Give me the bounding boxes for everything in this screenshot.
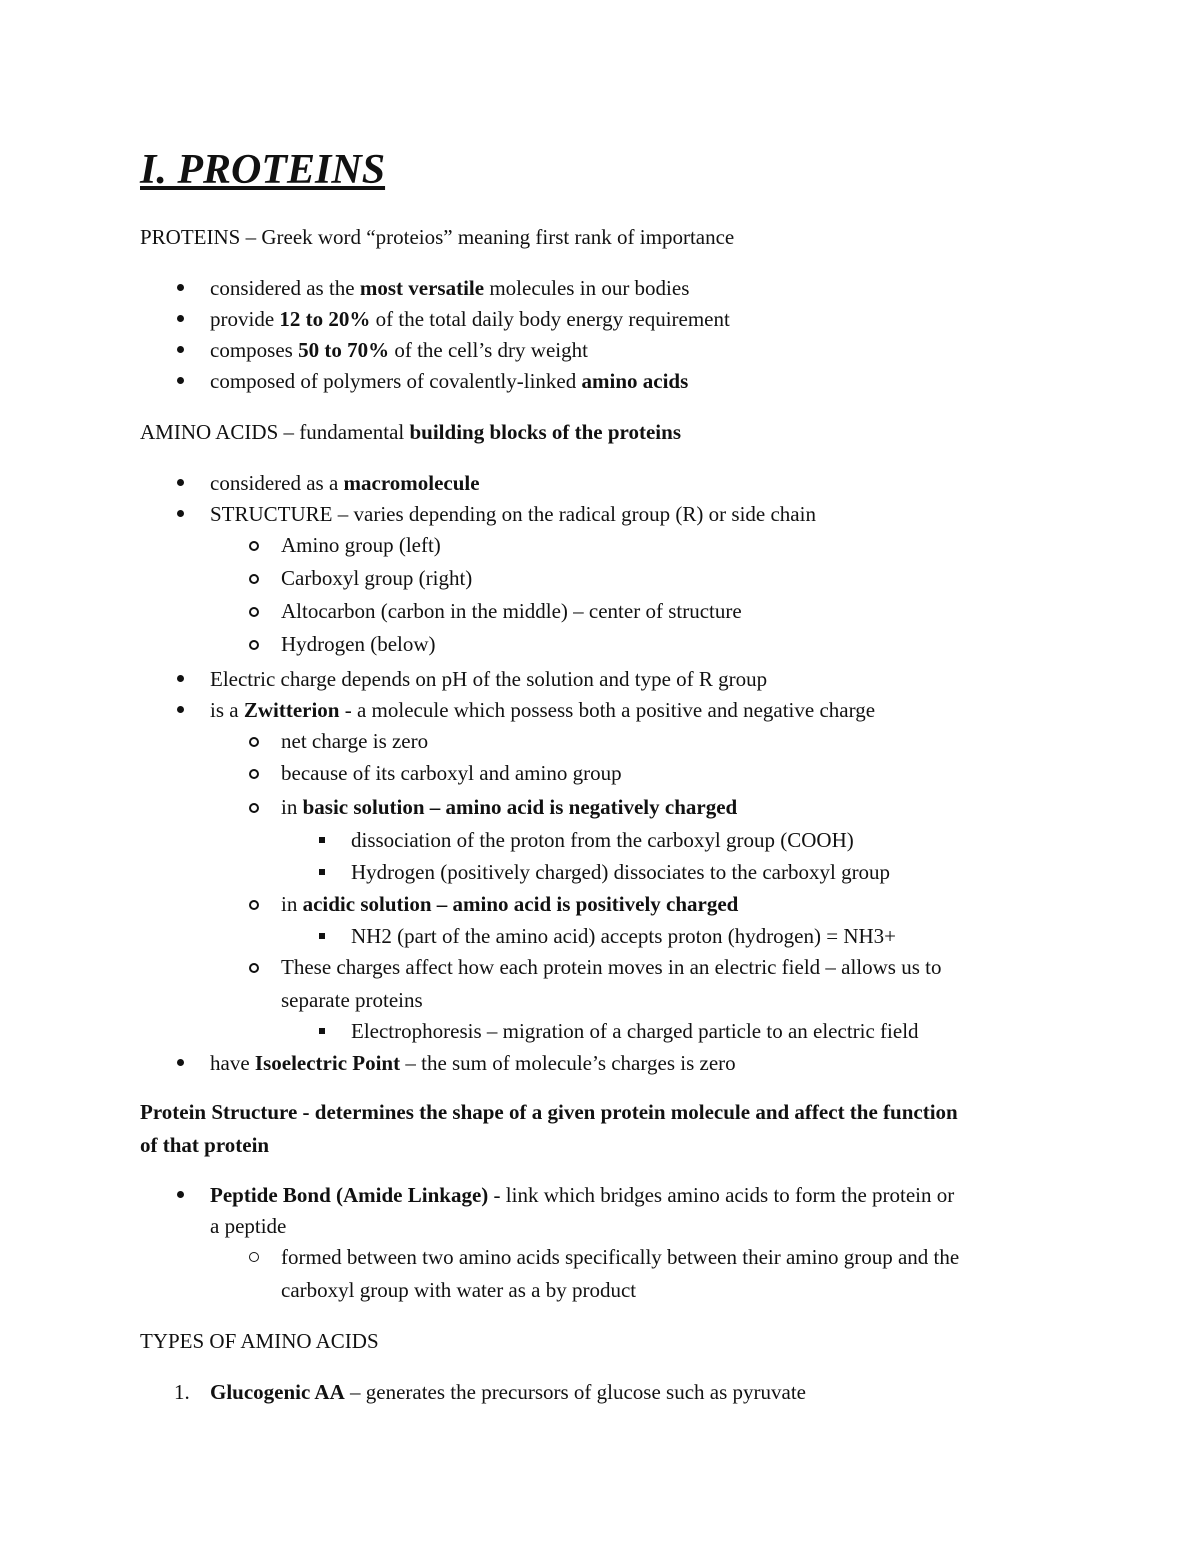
list-item-continuation: carboxyl group with water as a by product [281, 1278, 637, 1302]
bullet-circle-icon [249, 1252, 259, 1262]
bullet-circle-icon [249, 900, 259, 910]
list-item: NH2 (part of the amino acid) accepts proton (hydrogen) = NH3+ [351, 924, 897, 948]
bullet-dot-icon [177, 675, 184, 682]
bullet-dot-icon [177, 284, 184, 291]
list-item: provide 12 to 20% of the total daily body energy requirement [210, 307, 730, 331]
bullet-circle-icon [249, 541, 259, 551]
bullet-circle-icon [249, 574, 259, 584]
list-number: 1. [174, 1380, 190, 1404]
list-item: Electrophoresis – migration of a charged particle to an electric field [351, 1019, 919, 1043]
bullet-dot-icon [177, 706, 184, 713]
list-item: is a Zwitterion - a molecule which possess both a positive and negative charge [210, 698, 876, 722]
list-item: Peptide Bond (Amide Linkage) - link which bridges amino acids to form the protein or [210, 1183, 955, 1207]
list-item: composed of polymers of covalently-linked amino acids [210, 369, 689, 393]
bullet-circle-icon [249, 737, 259, 747]
list-item-continuation: separate proteins [281, 988, 423, 1012]
list-item: in acidic solution – amino acid is positively charged [281, 892, 739, 916]
bullet-circle-icon [249, 963, 259, 973]
list-item: Electric charge depends on pH of the solution and type of R group [210, 667, 768, 691]
bullet-circle-icon [249, 769, 259, 779]
bullet-circle-icon [249, 803, 259, 813]
bullet-dot-icon [177, 479, 184, 486]
bullet-square-icon [319, 837, 325, 843]
list-item: Hydrogen (positively charged) dissociates to the carboxyl group [351, 860, 891, 884]
section-heading: Protein Structure - determines the shape of a given protein molecule and affect the function [140, 1100, 958, 1124]
proteins-definition: PROTEINS – Greek word “proteios” meaning first rank of importance [140, 225, 735, 249]
list-item: because of its carboxyl and amino group [281, 761, 622, 785]
list-item: considered as the most versatile molecules in our bodies [210, 276, 690, 300]
list-item: Glucogenic AA – generates the precursors of glucose such as pyruvate [210, 1380, 807, 1404]
list-item: Amino group (left) [281, 533, 441, 557]
bullet-square-icon [319, 933, 325, 939]
amino-acids-definition: AMINO ACIDS – fundamental building blocks of the proteins [140, 420, 681, 444]
list-item: Altocarbon (carbon in the middle) – center of structure [281, 599, 742, 623]
bullet-dot-icon [177, 1191, 184, 1198]
list-item: in basic solution – amino acid is negatively charged [281, 795, 738, 819]
bullet-dot-icon [177, 315, 184, 322]
bullet-circle-icon [249, 607, 259, 617]
list-item-continuation: a peptide [210, 1214, 287, 1238]
section-heading: TYPES OF AMINO ACIDS [140, 1329, 379, 1353]
bullet-square-icon [319, 1028, 325, 1034]
list-item: considered as a macromolecule [210, 471, 480, 495]
list-item: have Isoelectric Point – the sum of molecule’s charges is zero [210, 1051, 736, 1075]
bullet-dot-icon [177, 510, 184, 517]
bullet-circle-icon [249, 640, 259, 650]
list-item: Hydrogen (below) [281, 632, 436, 656]
bullet-square-icon [319, 869, 325, 875]
page-title: I. PROTEINS [140, 147, 386, 193]
list-item: These charges affect how each protein moves in an electric field – allows us to [281, 955, 942, 979]
list-item: dissociation of the proton from the carboxyl group (COOH) [351, 828, 854, 852]
list-item: composes 50 to 70% of the cell’s dry weight [210, 338, 588, 362]
list-item: Carboxyl group (right) [281, 566, 473, 590]
section-heading-continuation: of that protein [140, 1133, 270, 1157]
list-item: net charge is zero [281, 729, 429, 753]
list-item: formed between two amino acids specifically between their amino group and the [281, 1245, 960, 1269]
bullet-dot-icon [177, 346, 184, 353]
bullet-dot-icon [177, 377, 184, 384]
bullet-dot-icon [177, 1059, 184, 1066]
list-item: STRUCTURE – varies depending on the radical group (R) or side chain [210, 502, 816, 526]
